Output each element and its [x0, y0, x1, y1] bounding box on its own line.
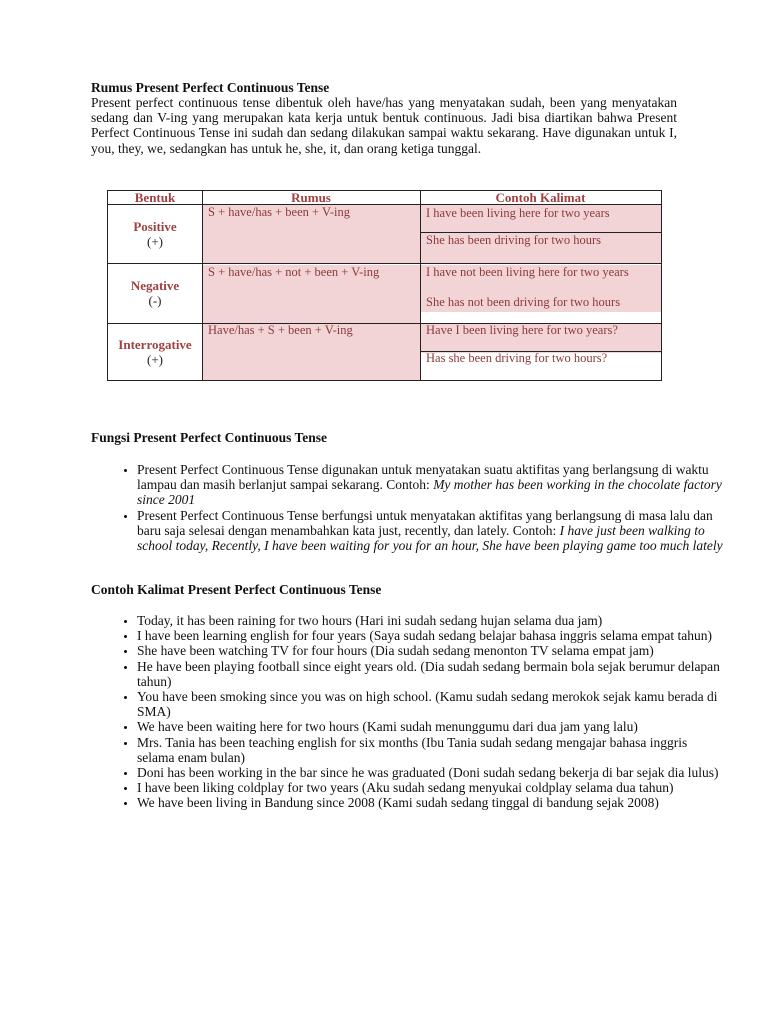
list-item: • Today, it has been raining for two hours (Hari ini sudah sedang hujan selama dua jam)	[137, 613, 727, 628]
list-item: • You have been smoking since you was on high school. (Kamu sudah sedang merokok sejak kamu berada di SMA)	[137, 689, 727, 719]
header-contoh: Contoh Kalimat	[495, 190, 586, 205]
table-divider	[202, 191, 203, 380]
table-row-interrogative-form	[108, 337, 202, 367]
table-header	[108, 191, 661, 205]
example-cell: She has not been driving for two hours	[426, 295, 621, 309]
list-item: • We have been living in Bandung since 2008 (Kami sudah sedang tinggal di bandung sejak 2008)	[137, 795, 727, 810]
section-title-rumus: Rumus Present Perfect Continuous Tense	[91, 80, 330, 95]
formula-cell: S + have/has + been + V-ing	[208, 205, 350, 219]
example-cell: Has she been driving for two hours?	[426, 351, 608, 365]
list-item: • Doni has been working in the bar since he was graduated (Doni sudah sedang bekerja di bar sejak dia lulus)	[137, 765, 727, 780]
section-title-fungsi: Fungsi Present Perfect Continuous Tense	[91, 430, 328, 445]
header-bentuk: Bentuk	[134, 190, 176, 205]
list-item-text: Present Perfect Continuous Tense digunakan untuk menyatakan suatu aktifitas yang berlangsung di waktu lampau dan masih berlanjut sampai sekarang. Contoh:	[137, 462, 709, 493]
fungsi-list	[91, 462, 727, 553]
list-item: • Mrs. Tania has been teaching english for six months (Ibu Tania sudah sedang mengajar bahasa inggris selama enam bulan)	[137, 735, 727, 765]
section-rumus	[91, 80, 677, 156]
contoh-list	[91, 613, 727, 811]
list-item-text: Present Perfect Continuous Tense berfungsi untuk menyatakan aktifitas yang berlangsung di masa lalu dan baru saja selesai dengan menambahkan kata just, recently, dan lately. Contoh:	[137, 507, 713, 538]
example-cell: She has been driving for two hours	[426, 233, 601, 247]
rumus-paragraph: Present perfect continuous tense dibentuk oleh have/has yang menyatakan sudah, been yang menyatakan sedang dan V-ing yang merupakan kata kerja untuk bentuk continuous. Jadi bisa diartikan bahwa Present Perfect Continuous Tense ini sudah dan sedang dilakukan sampai waktu sekarang. Have digunakan untuk I, you, they, we, sedangkan has untuk he, she, it, dan orang ketiga tunggal.	[91, 95, 677, 156]
list-item: • I have been liking coldplay for two years (Aku sudah sedang menyukai coldplay selama dua tahun)	[137, 780, 727, 795]
row-shade	[202, 295, 420, 323]
list-item: • We have been waiting here for two hours (Kami sudah menunggumu dari dua jam yang lalu)	[137, 719, 727, 734]
header-rumus: Rumus	[291, 190, 331, 205]
example-cell: Have I been living here for two years?	[426, 323, 618, 337]
list-item: • He have been playing football since eight years old. (Dia sudah sedang bermain bola sejak berumur delapan tahun)	[137, 659, 727, 689]
list-item	[137, 508, 727, 554]
list-item: • I have been learning english for four years (Saya sudah sedang belajar bahasa inggris selama empat tahun)	[137, 628, 727, 643]
row-shade	[202, 353, 420, 380]
form-sign: (+)	[147, 234, 163, 249]
list-item: • She have been watching TV for four hours (Dia sudah sedang menonton TV selama empat jam)	[137, 643, 727, 658]
form-label: Positive	[133, 219, 177, 234]
example-cell: I have not been living here for two years	[426, 265, 629, 279]
list-item	[137, 462, 727, 508]
form-label: Negative	[130, 278, 180, 293]
table-divider	[108, 263, 661, 264]
form-label: Interrogative	[118, 337, 192, 352]
list-item-example: My mother has been working in the chocolate factory since 2001	[137, 477, 722, 508]
rumus-table	[107, 190, 662, 381]
formula-cell: S + have/has + not + been + V-ing	[208, 265, 380, 279]
form-sign: (-)	[148, 293, 162, 308]
example-cell: I have been living here for two years	[426, 206, 610, 220]
section-title-contoh: Contoh Kalimat Present Perfect Continuous Tense	[91, 582, 382, 597]
table-row-negative-form	[108, 278, 202, 308]
formula-cell: Have/has + S + been + V-ing	[208, 323, 353, 337]
table-row-positive-form	[108, 219, 202, 249]
list-item-example: I have just been walking to school today, Recently, I have been waiting for you for an hour, She have been playing game too much lately	[137, 522, 723, 554]
form-sign: (+)	[147, 352, 163, 367]
